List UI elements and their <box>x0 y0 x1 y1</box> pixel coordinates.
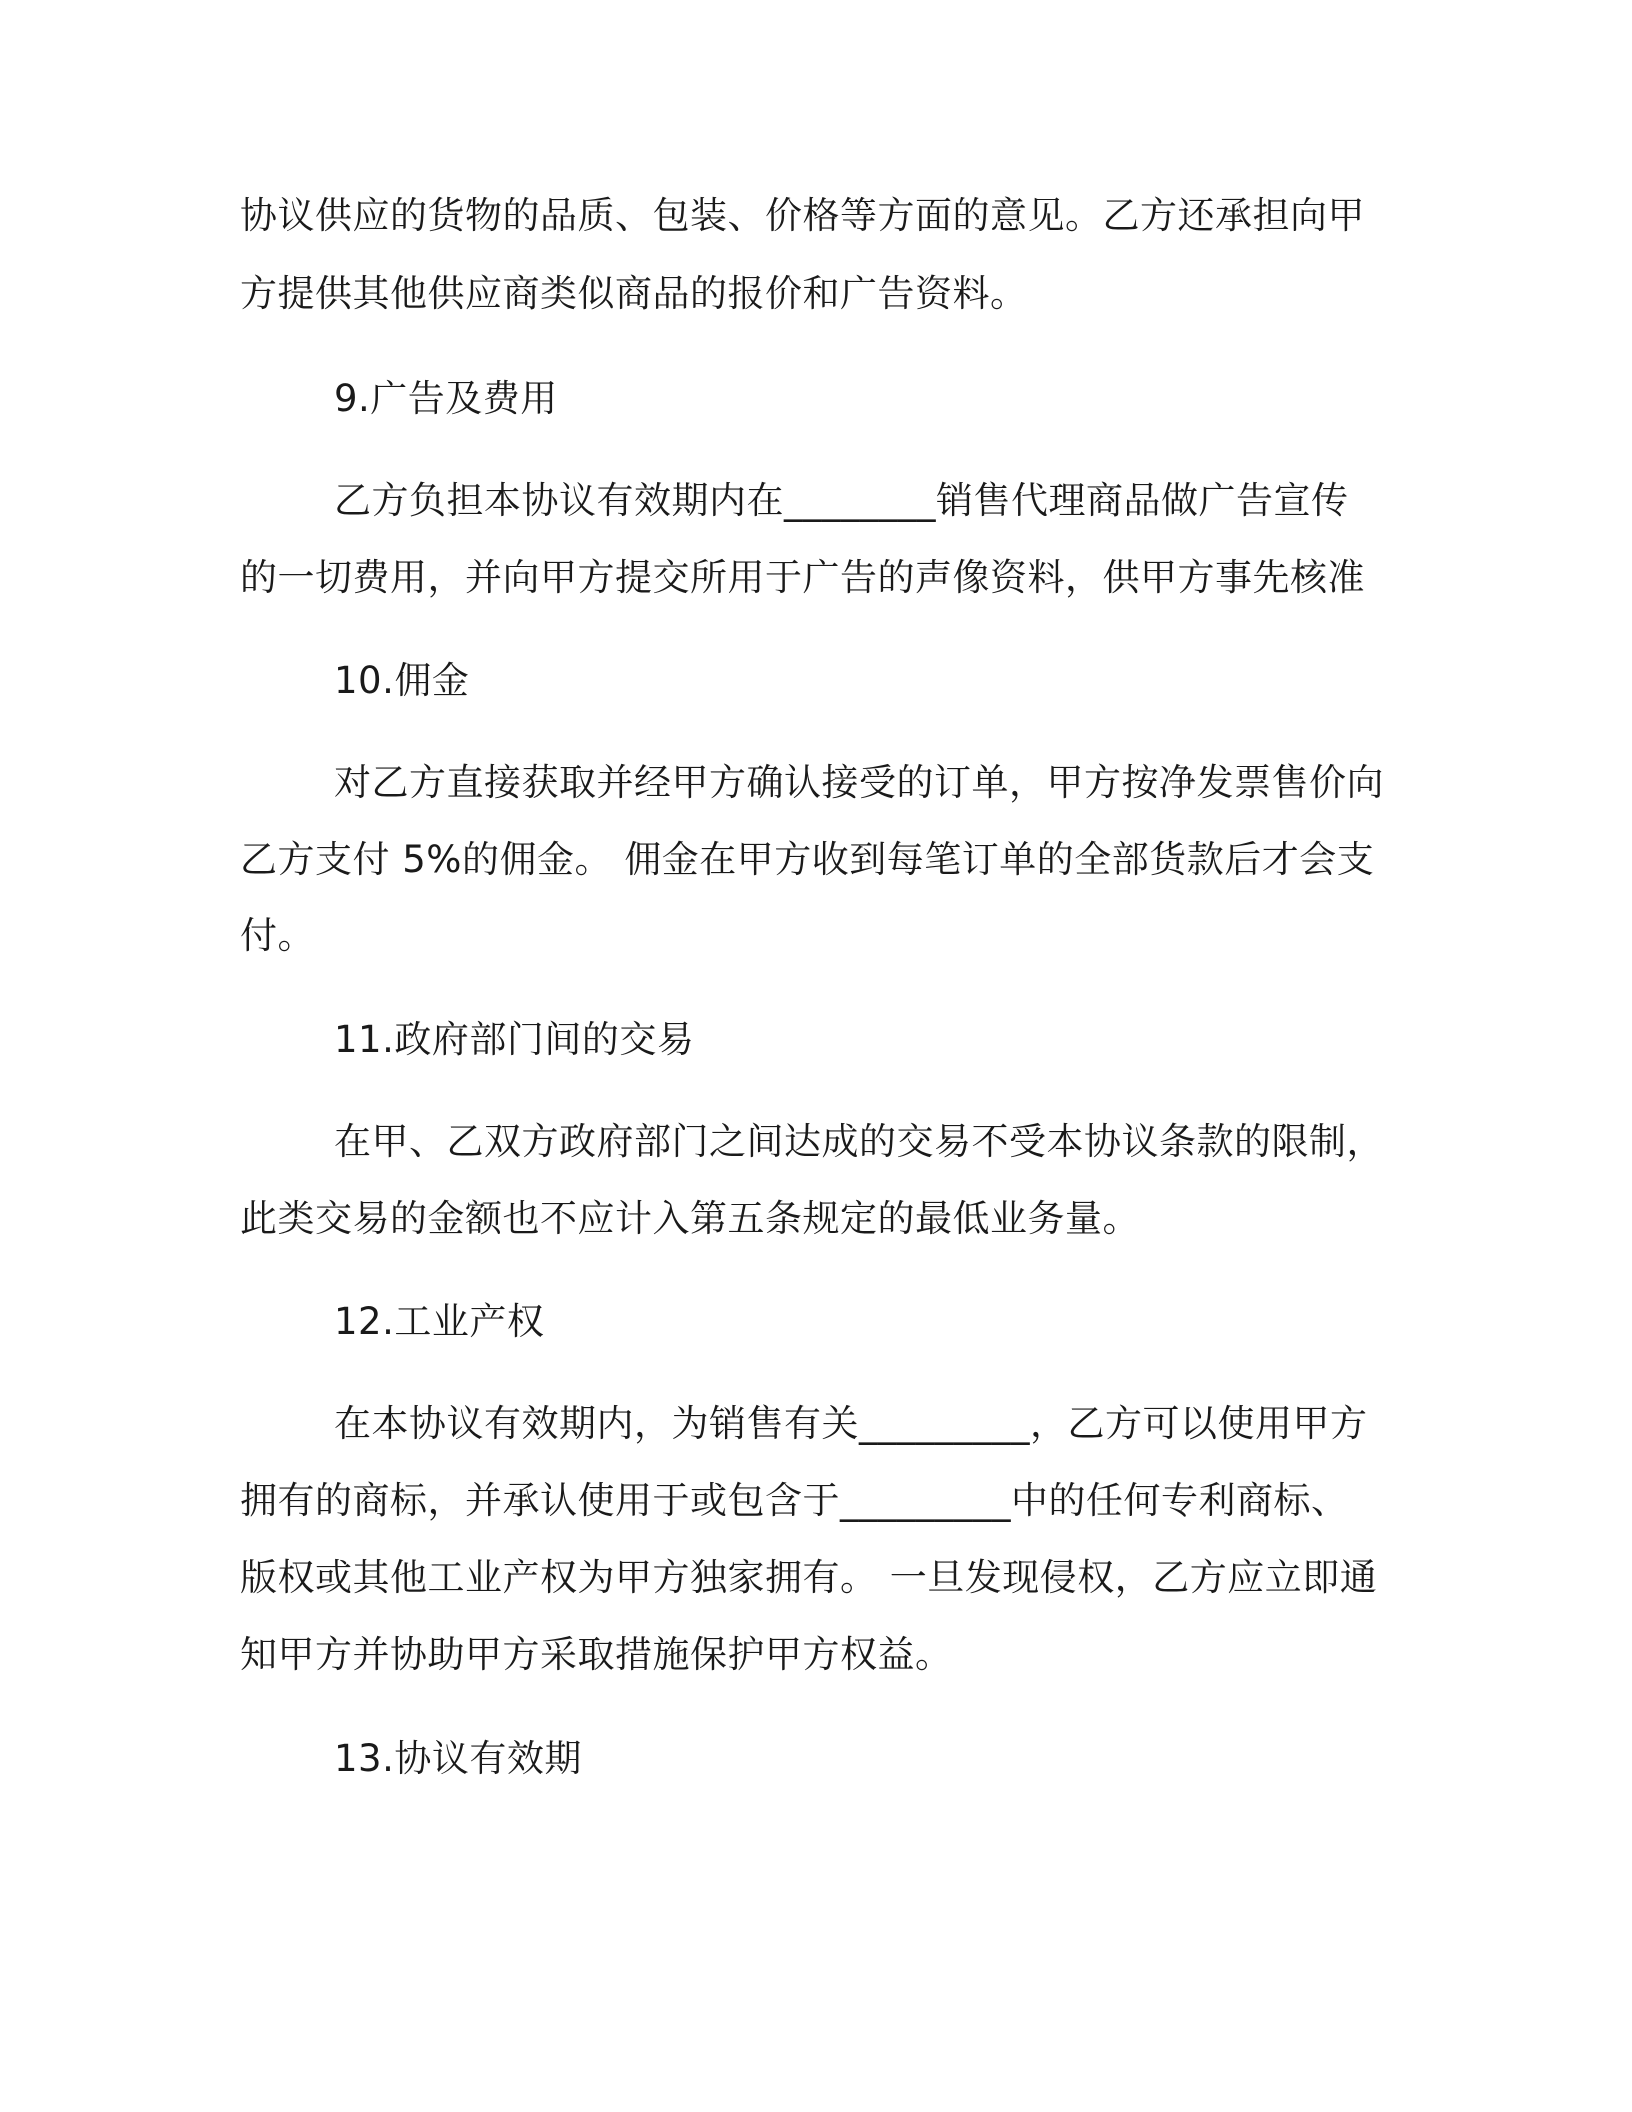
section-heading: 10.佣金 <box>334 659 470 702</box>
paragraph-line: 此类交易的金额也不应计入第五条规定的最低业务量。 <box>240 1197 1140 1240</box>
paragraph-line: 在本协议有效期内，为销售有关_________，乙方可以使用甲方 <box>334 1402 1368 1445</box>
paragraph-line: 方提供其他供应商类似商品的报价和广告资料。 <box>240 272 1028 315</box>
paragraph-line: 乙方负担本协议有效期内在________销售代理商品做广告宣传 <box>334 479 1349 522</box>
paragraph-line: 协议供应的货物的品质、包装、价格等方面的意见。乙方还承担向甲 <box>240 194 1365 237</box>
section-heading: 12.工业产权 <box>334 1300 545 1343</box>
paragraph-line: 的一切费用，并向甲方提交所用于广告的声像资料，供甲方事先核准 <box>240 556 1365 599</box>
paragraph-line: 对乙方直接获取并经甲方确认接受的订单，甲方按净发票售价向 <box>334 761 1384 804</box>
paragraph-line: 版权或其他工业产权为甲方独家拥有。 一旦发现侵权，乙方应立即通 <box>240 1556 1378 1599</box>
section-heading: 9.广告及费用 <box>334 377 558 420</box>
section-heading: 11.政府部门间的交易 <box>334 1018 695 1061</box>
paragraph-line: 乙方支付 5%的佣金。 佣金在甲方收到每笔订单的全部货款后才会支 <box>240 838 1375 881</box>
paragraph-line: 在甲、乙双方政府部门之间达成的交易不受本协议条款的限制， <box>334 1120 1384 1163</box>
paragraph-line: 付。 <box>240 914 315 957</box>
section-heading: 13.协议有效期 <box>334 1737 582 1780</box>
paragraph-line: 知甲方并协助甲方采取措施保护甲方权益。 <box>240 1633 953 1676</box>
paragraph-line: 拥有的商标，并承认使用于或包含于_________中的任何专利商标、 <box>240 1479 1349 1522</box>
